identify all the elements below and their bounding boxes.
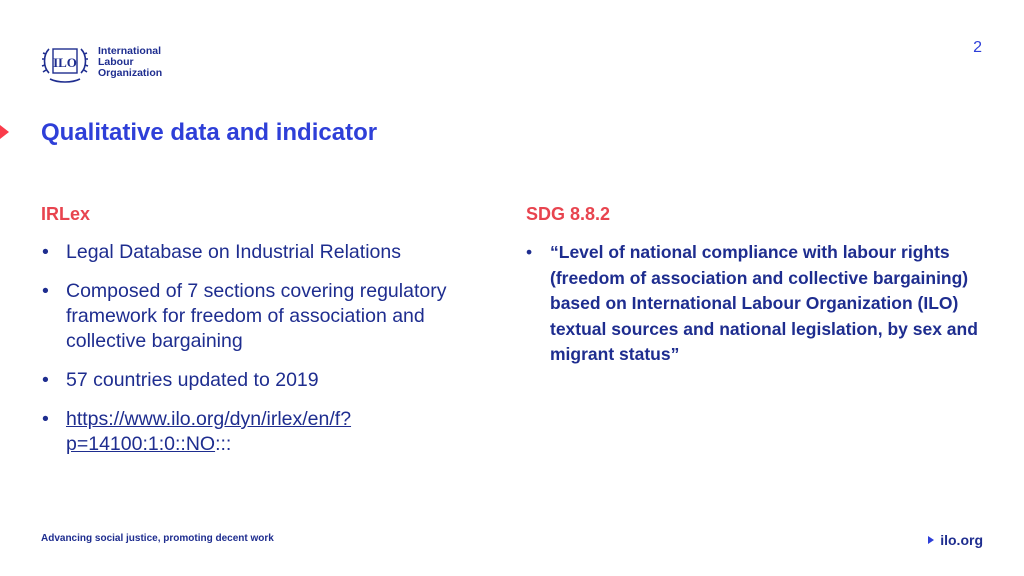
list-item: • Legal Database on Industrial Relations: [41, 240, 491, 265]
logo-line-3: Organization: [98, 66, 163, 79]
list-item-link: [41, 407, 491, 457]
irlex-link[interactable]: https://www.ilo.org/dyn/irlex/en/f?p=14100:1:0::NO: [66, 408, 352, 455]
irlex-heading: IRLex: [41, 204, 91, 224]
svg-text:ILO: ILO: [53, 55, 77, 70]
link-suffix: :::: [215, 433, 232, 455]
sdg-bullet-list: [526, 240, 986, 368]
logo-line-1: International: [98, 44, 162, 57]
list-item: • 57 countries updated to 2019: [41, 368, 491, 393]
page-number: 2: [973, 39, 982, 56]
sdg-heading: SDG 8.8.2: [526, 204, 611, 224]
logo-line-2: Labour: [98, 55, 134, 68]
footer-site-text: ilo.org: [940, 532, 983, 548]
ilo-logo: [40, 40, 162, 84]
title-marker-icon: [0, 125, 9, 139]
ilo-emblem-icon: [40, 40, 90, 84]
list-item: • Composed of 7 sections covering regulatory framework for freedom of association and collective bargaining: [41, 279, 491, 354]
list-item: • “Level of national compliance with labour rights (freedom of association and collective bargaining) based on International Labour Organization (ILO) textual sources and national legislation, by sex and migrant status”: [526, 240, 986, 368]
irlex-bullet-list: [41, 240, 491, 471]
slide-title: Qualitative data and indicator: [41, 119, 378, 146]
footer-site-link[interactable]: [928, 532, 983, 548]
play-arrow-icon: [928, 536, 934, 544]
footer-tagline: Advancing social justice, promoting decent work: [41, 533, 274, 544]
logo-wordmark: [98, 46, 162, 79]
